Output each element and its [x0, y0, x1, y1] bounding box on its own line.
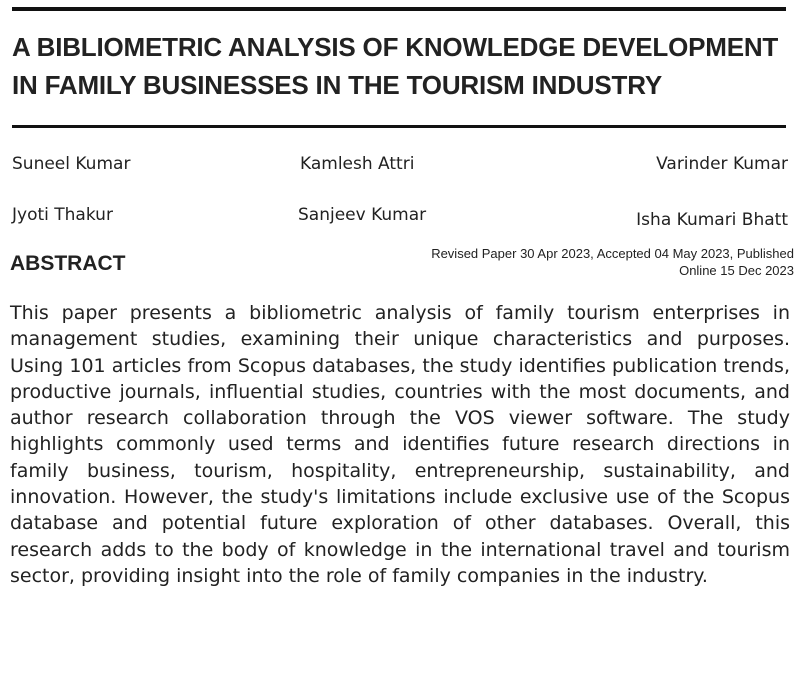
- author-name: Isha Kumari Bhatt: [636, 210, 788, 230]
- top-rule: [12, 7, 786, 11]
- author-name: Sanjeev Kumar: [298, 205, 427, 225]
- abstract-body: This paper presents a bibliometric analysis of family tourism enterprises in management studies, examining their unique characteristics and purposes. Using 101 articles from Scopus databases, the study identifies publication trends, productive journals, influential studies, countries with the most documents, and author research collaboration through the VOS viewer software. The study highlights commonly used terms and identifies future research directions in family business, tourism, hospitality, entrepreneurship, sustainability, and innovation. However, the study's limitations include exclusive use of the Scopus database and potential future exploration of other databases. Overall, this research adds to the body of knowledge in the international travel and tourism sector, providing insight into the role of family companies in the industry.: [10, 302, 790, 587]
- author-name: Kamlesh Attri: [300, 154, 415, 174]
- author-name: Varinder Kumar: [656, 154, 788, 174]
- dates-line: Revised Paper 30 Apr 2023, Accepted 04 May 2023, Published: [431, 246, 794, 261]
- title-bottom-rule: [12, 125, 786, 128]
- author-name: Jyoti Thakur: [12, 205, 113, 225]
- author-name: Suneel Kumar: [12, 154, 131, 174]
- paper-title: A BIBLIOMETRIC ANALYSIS OF KNOWLEDGE DEVELOPMENT IN FAMILY BUSINESSES IN THE TOURISM INDUSTRY: [12, 32, 779, 100]
- publication-dates: [354, 245, 794, 279]
- dates-line: Online 15 Dec 2023: [679, 263, 794, 278]
- abstract-heading: ABSTRACT: [10, 252, 126, 275]
